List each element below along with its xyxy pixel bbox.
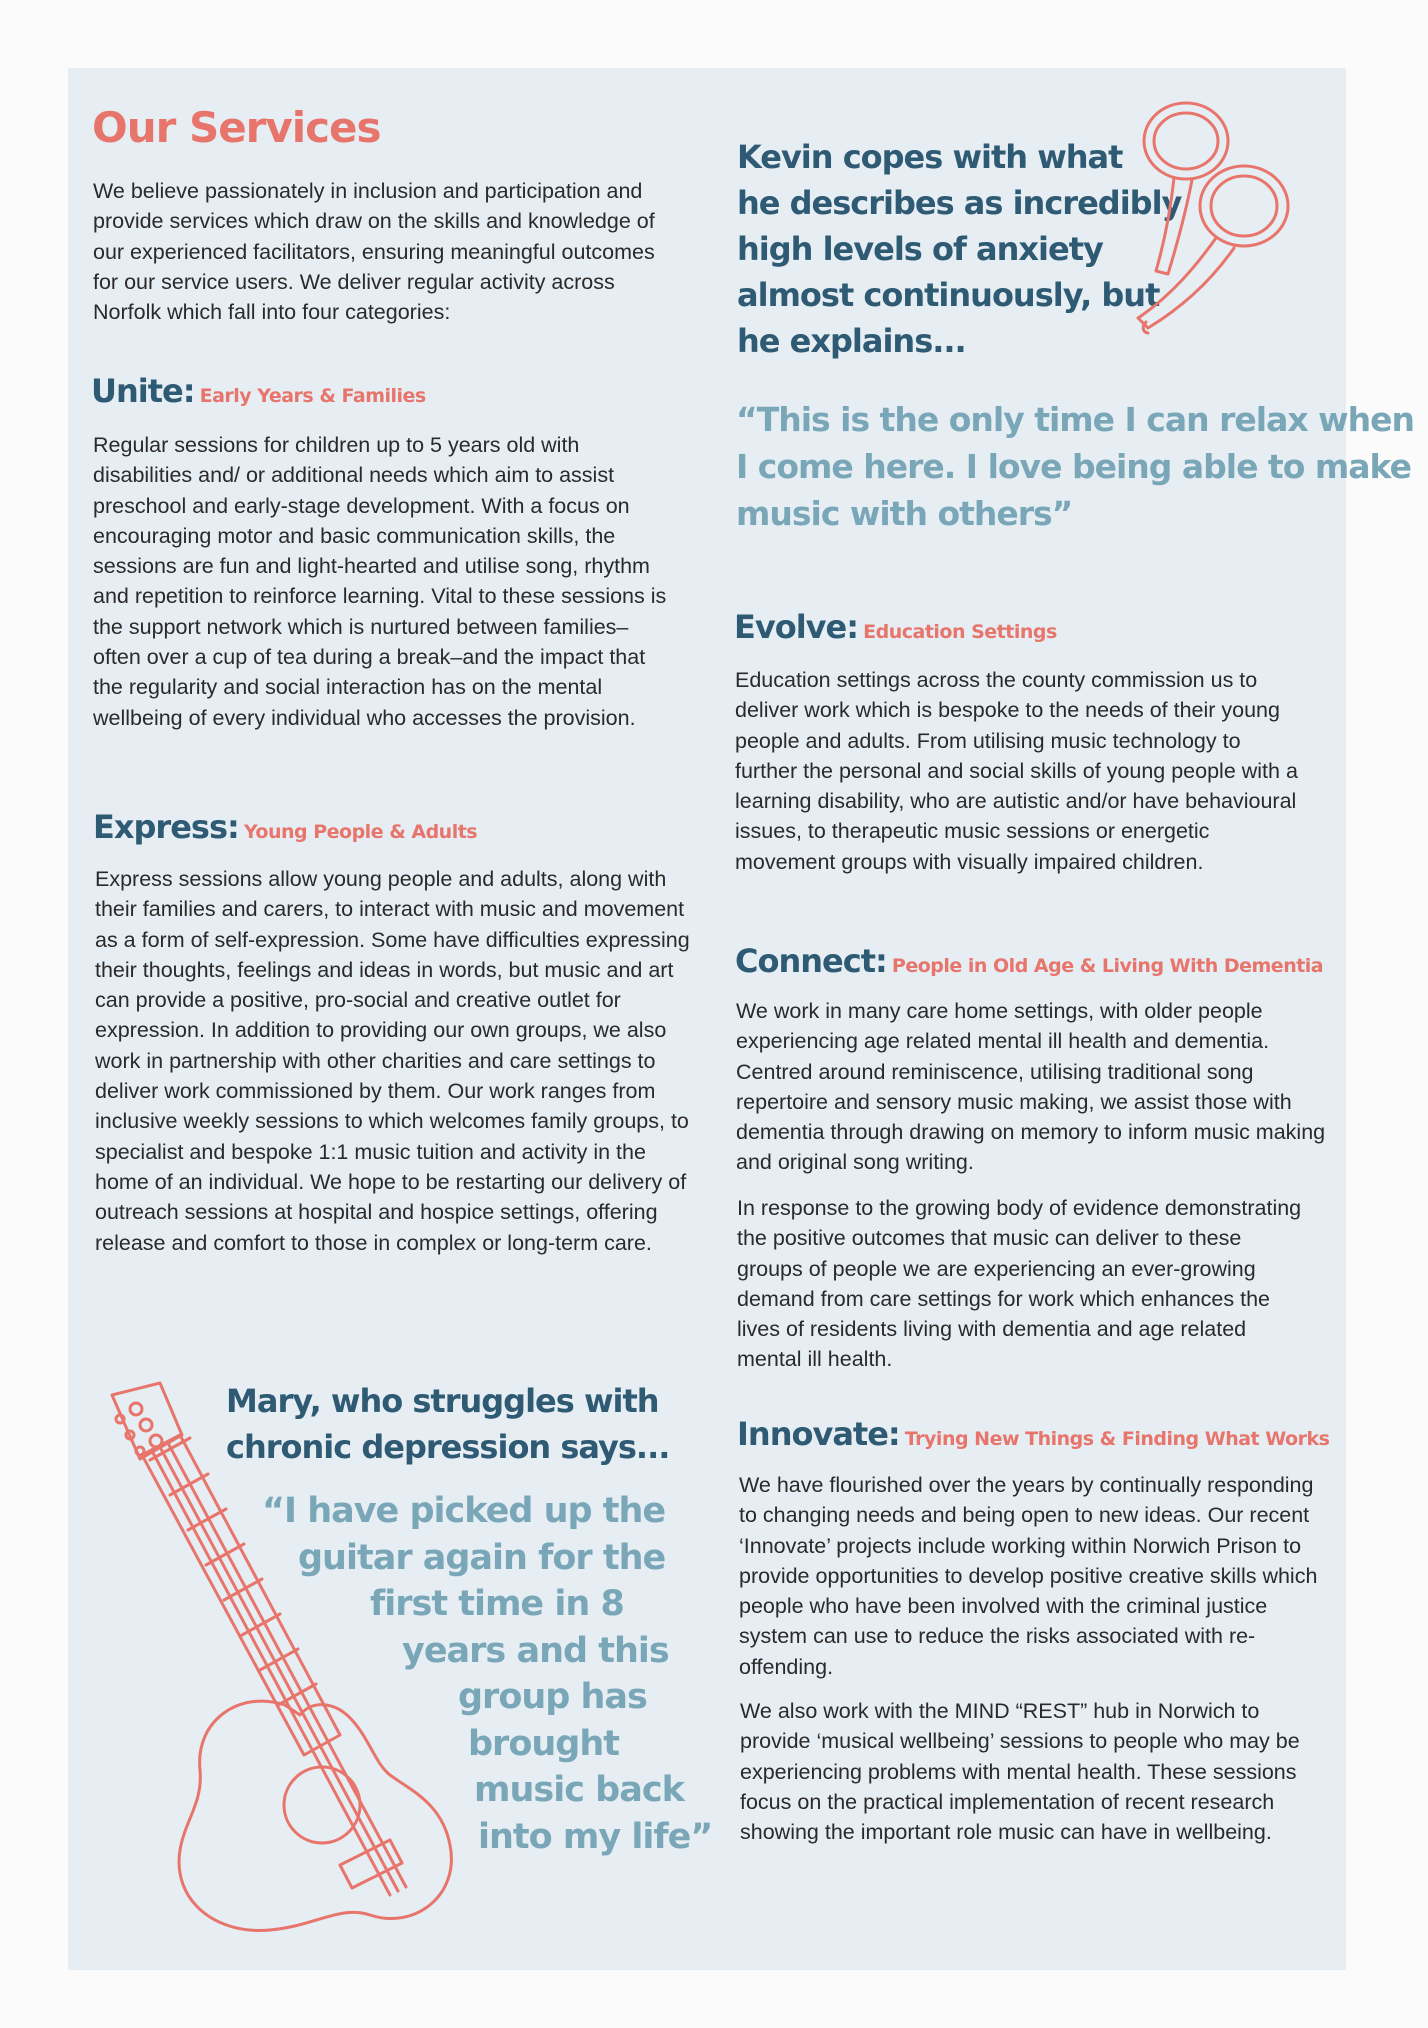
mary-quote-line: first time in 8 xyxy=(370,1584,624,1624)
unite-subtitle: Early Years & Families xyxy=(199,385,426,407)
unite-body: Regular sessions for children up to 5 years old with disabilities and/ or additional needs which aim to assist preschool and early-stage development. With a focus on encouraging motor and basic communication skills, the sessions are fun and light-hearted and utilise song, rhythm and repetition to reinforce learning. Vital to these sessions is the support network which is nurtured between families–often over a cup of tea during a break–and the impact that the regularity and social interaction has on the mental wellbeing of every individual who accesses the provision. xyxy=(93,433,667,730)
connect-body-2: In response to the growing body of evidence demonstrating the positive outcomes that music can deliver to these groups of people we are experiencing an ever-growing demand from care settings for work which enhances the lives of residents living with dementia and age related mental ill health. xyxy=(737,1196,1302,1372)
express-subtitle: Young People & Adults xyxy=(243,821,478,843)
evolve-subtitle: Education Settings xyxy=(863,621,1057,643)
innovate-title: Innovate: xyxy=(737,1415,900,1453)
mary-quote-line: years and this xyxy=(402,1630,669,1671)
connect-title: Connect: xyxy=(735,942,887,980)
innovate-body-2: We also work with the MIND “REST” hub in Norwich to provide ‘musical wellbeing’ sessions to people who may be experiencing problems with mental health. These sessions focus on the practical implementation of recent research showing the important role music can have in wellbeing. xyxy=(740,1699,1300,1845)
mary-quote-line: guitar again for the xyxy=(298,1537,666,1578)
mary-intro xyxy=(226,1378,669,1470)
kevin-intro-line: high levels of anxiety xyxy=(737,230,1103,268)
innovate-subtitle: Trying New Things & Finding What Works xyxy=(904,1428,1330,1450)
unite-title: Unite: xyxy=(91,372,195,410)
mary-quote-line: “I have picked up the xyxy=(262,1491,666,1531)
evolve-heading xyxy=(734,608,1057,646)
mary-intro-line: Mary, who struggles with xyxy=(226,1382,659,1420)
kevin-intro-line: Kevin copes with what xyxy=(737,138,1123,176)
kevin-intro-line: he explains... xyxy=(737,322,966,360)
kevin-quote-line: I come here. I love being able to make xyxy=(736,447,1411,486)
kevin-quote-line: music with others” xyxy=(736,494,1073,533)
innovate-body-1: We have flourished over the years by continually responding to changing needs and being open to new ideas. Our recent ‘Innovate’ projects include working within Norwich Prison to provide opportunities to develop positive creative skills which people who have been involved with the criminal justice system can use to reduce the risks associated with re-offending. xyxy=(739,1473,1318,1679)
evolve-title: Evolve: xyxy=(734,608,859,646)
kevin-intro xyxy=(737,134,1181,364)
connect-heading xyxy=(735,942,1323,980)
evolve-body: Education settings across the county commission us to deliver work which is bespoke to the needs of their young people and adults. From utilising music technology to further the personal and social skills of young people with a learning disability, who are autistic and/or have behavioural issues, to therapeutic music sessions or energetic movement groups with visually impaired children. xyxy=(735,668,1298,874)
maracas-icon xyxy=(1126,96,1296,336)
mary-quote-line: brought xyxy=(468,1723,619,1764)
mary-quote-line: music back xyxy=(474,1770,684,1810)
page-title: Our Services xyxy=(92,103,381,152)
kevin-intro-line: almost continuously, but xyxy=(737,276,1160,314)
mary-intro-line: chronic depression says... xyxy=(226,1428,670,1466)
kevin-quote-line: “This is the only time I can relax when xyxy=(736,400,1414,439)
mary-quote-line: into my life” xyxy=(478,1816,713,1857)
innovate-heading xyxy=(737,1415,1329,1453)
unite-heading xyxy=(91,372,426,410)
express-heading xyxy=(93,808,477,846)
connect-body-1: We work in many care home settings, with older people experiencing age related mental ill health and dementia. Centred around reminiscence, utilising traditional song repertoire and sensory music making, we assist those with dementia through drawing on memory to inform music making and original song writing. xyxy=(736,999,1326,1175)
express-title: Express: xyxy=(93,808,239,846)
connect-subtitle: People in Old Age & Living With Dementia xyxy=(891,955,1324,977)
kevin-quote xyxy=(736,396,1414,537)
mary-quote-line: group has xyxy=(458,1677,647,1717)
mary-quote xyxy=(262,1488,712,1860)
intro-paragraph: We believe passionately in inclusion and participation and provide services which draw on the skills and knowledge of our experienced facilitators, ensuring meaningful outcomes for our service users. We deliver regular activity across Norfolk which fall into four categories: xyxy=(93,179,655,325)
express-body: Express sessions allow young people and adults, along with their families and carers, to interact with music and movement as a form of self-expression. Some have difficulties expressing their thoughts, feelings and ideas in words, but music and art can provide a positive, pro-social and creative outlet for expression. In addition to providing our own groups, we also work in partnership with other charities and care settings to deliver work commissioned by them. Our work ranges from inclusive weekly sessions to which welcomes family groups, to specialist and bespoke 1:1 music tuition and activity in the home of an individual. We hope to be restarting our delivery of outreach sessions at hospital and hospice settings, offering release and comfort to those in complex or long-term care. xyxy=(95,867,690,1255)
kevin-intro-line: he describes as incredibly xyxy=(737,184,1182,222)
